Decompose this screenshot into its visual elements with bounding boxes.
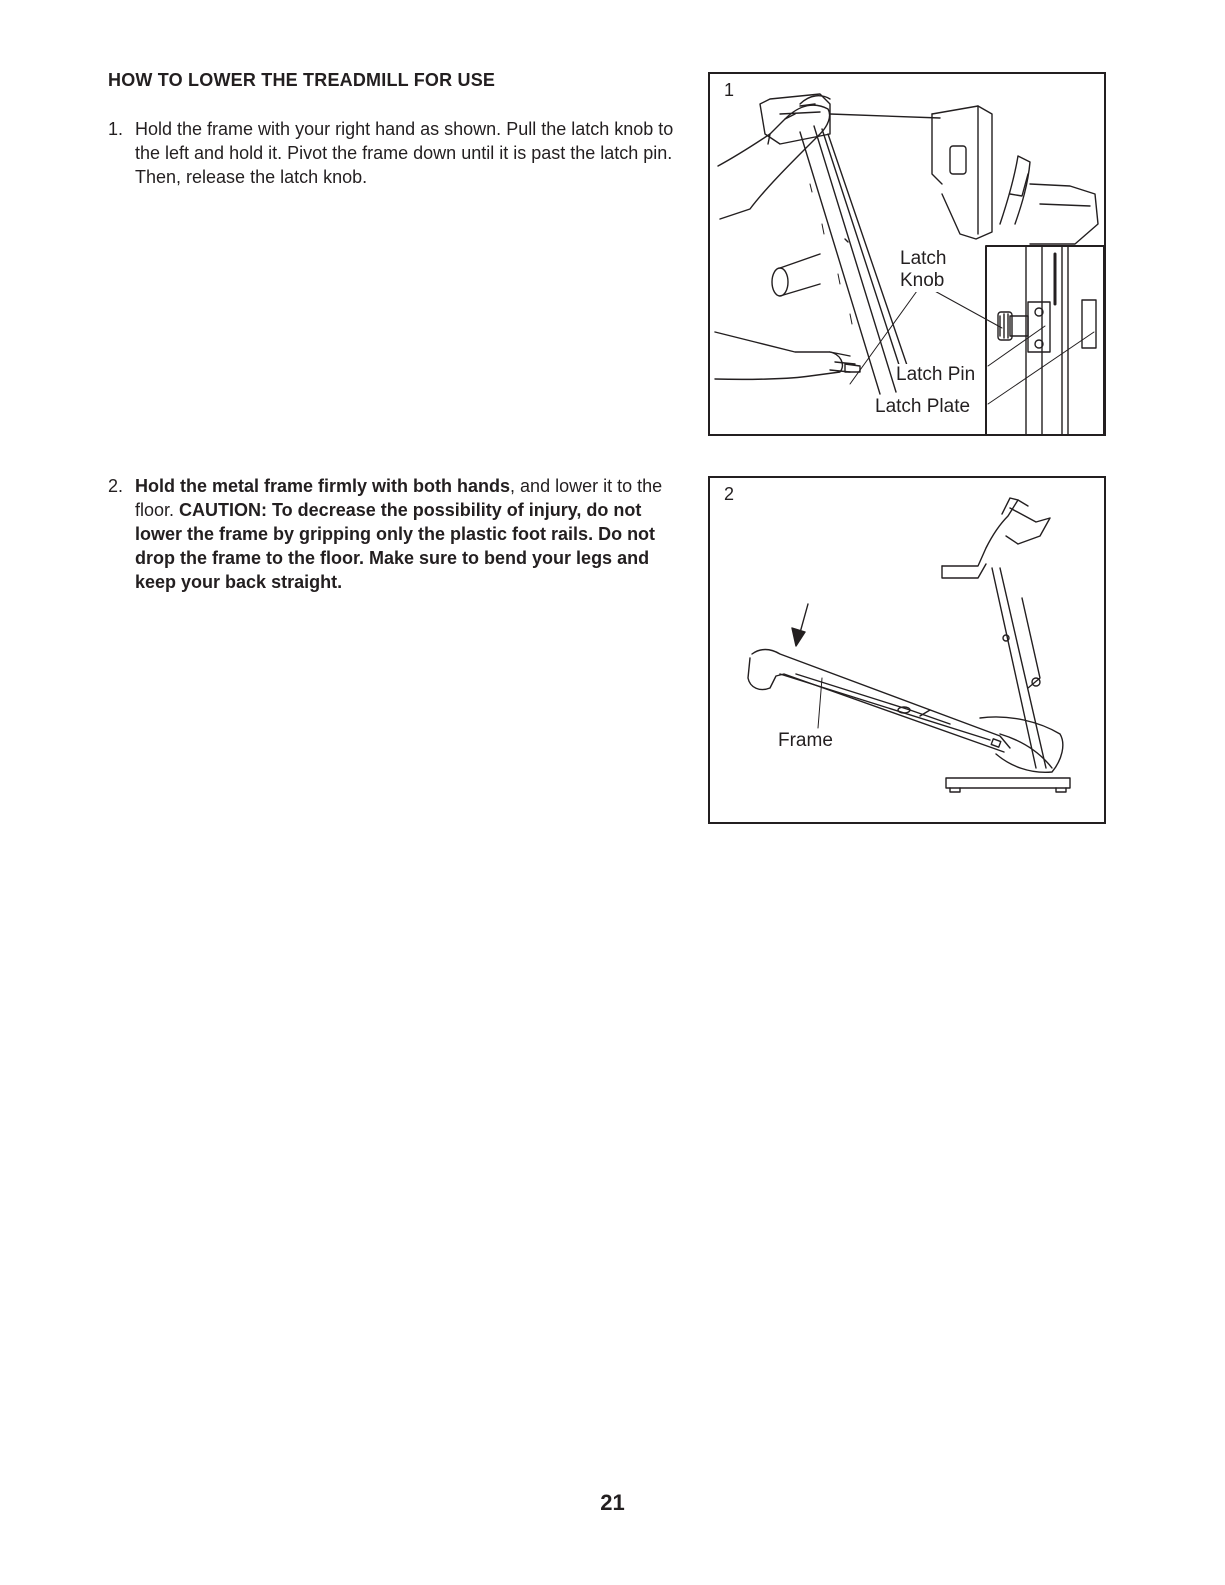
latch-plate-label: Latch Plate	[875, 396, 971, 417]
latch-pin-label: Latch Pin	[896, 364, 976, 385]
figure-1	[708, 72, 1106, 436]
treadmill-illustration	[710, 478, 1104, 822]
instruction-step-2	[108, 474, 693, 594]
step-bold-intro: Hold the metal frame firmly with both hands	[135, 476, 511, 496]
latch-knob-label: Latch Knob	[900, 248, 960, 292]
frame-label: Frame	[778, 730, 833, 751]
page-number: 21	[600, 1490, 625, 1515]
step-text: Hold the frame with your right hand as shown. Pull the latch knob to the left and hold it. Pivot the frame down until it is past the latch pin. Then, release the latch knob.	[135, 119, 674, 187]
section-heading: HOW TO LOWER THE TREADMILL FOR USE	[108, 70, 496, 90]
step-text	[135, 474, 693, 594]
step-number: 1.	[108, 119, 124, 139]
figure-number: 2	[724, 484, 735, 504]
instruction-step-1	[108, 117, 693, 189]
figure-2	[708, 476, 1106, 824]
step-plain-text: , and lower it to the floor.	[135, 476, 663, 520]
step-number: 2.	[108, 476, 124, 496]
caution-text: CAUTION: To decrease the possibility of injury, do not lower the frame by gripping only the plastic foot rails. Do not drop the frame to the floor. Make sure to bend your legs and keep your back straight.	[135, 500, 656, 592]
figure-number: 1	[724, 80, 735, 100]
